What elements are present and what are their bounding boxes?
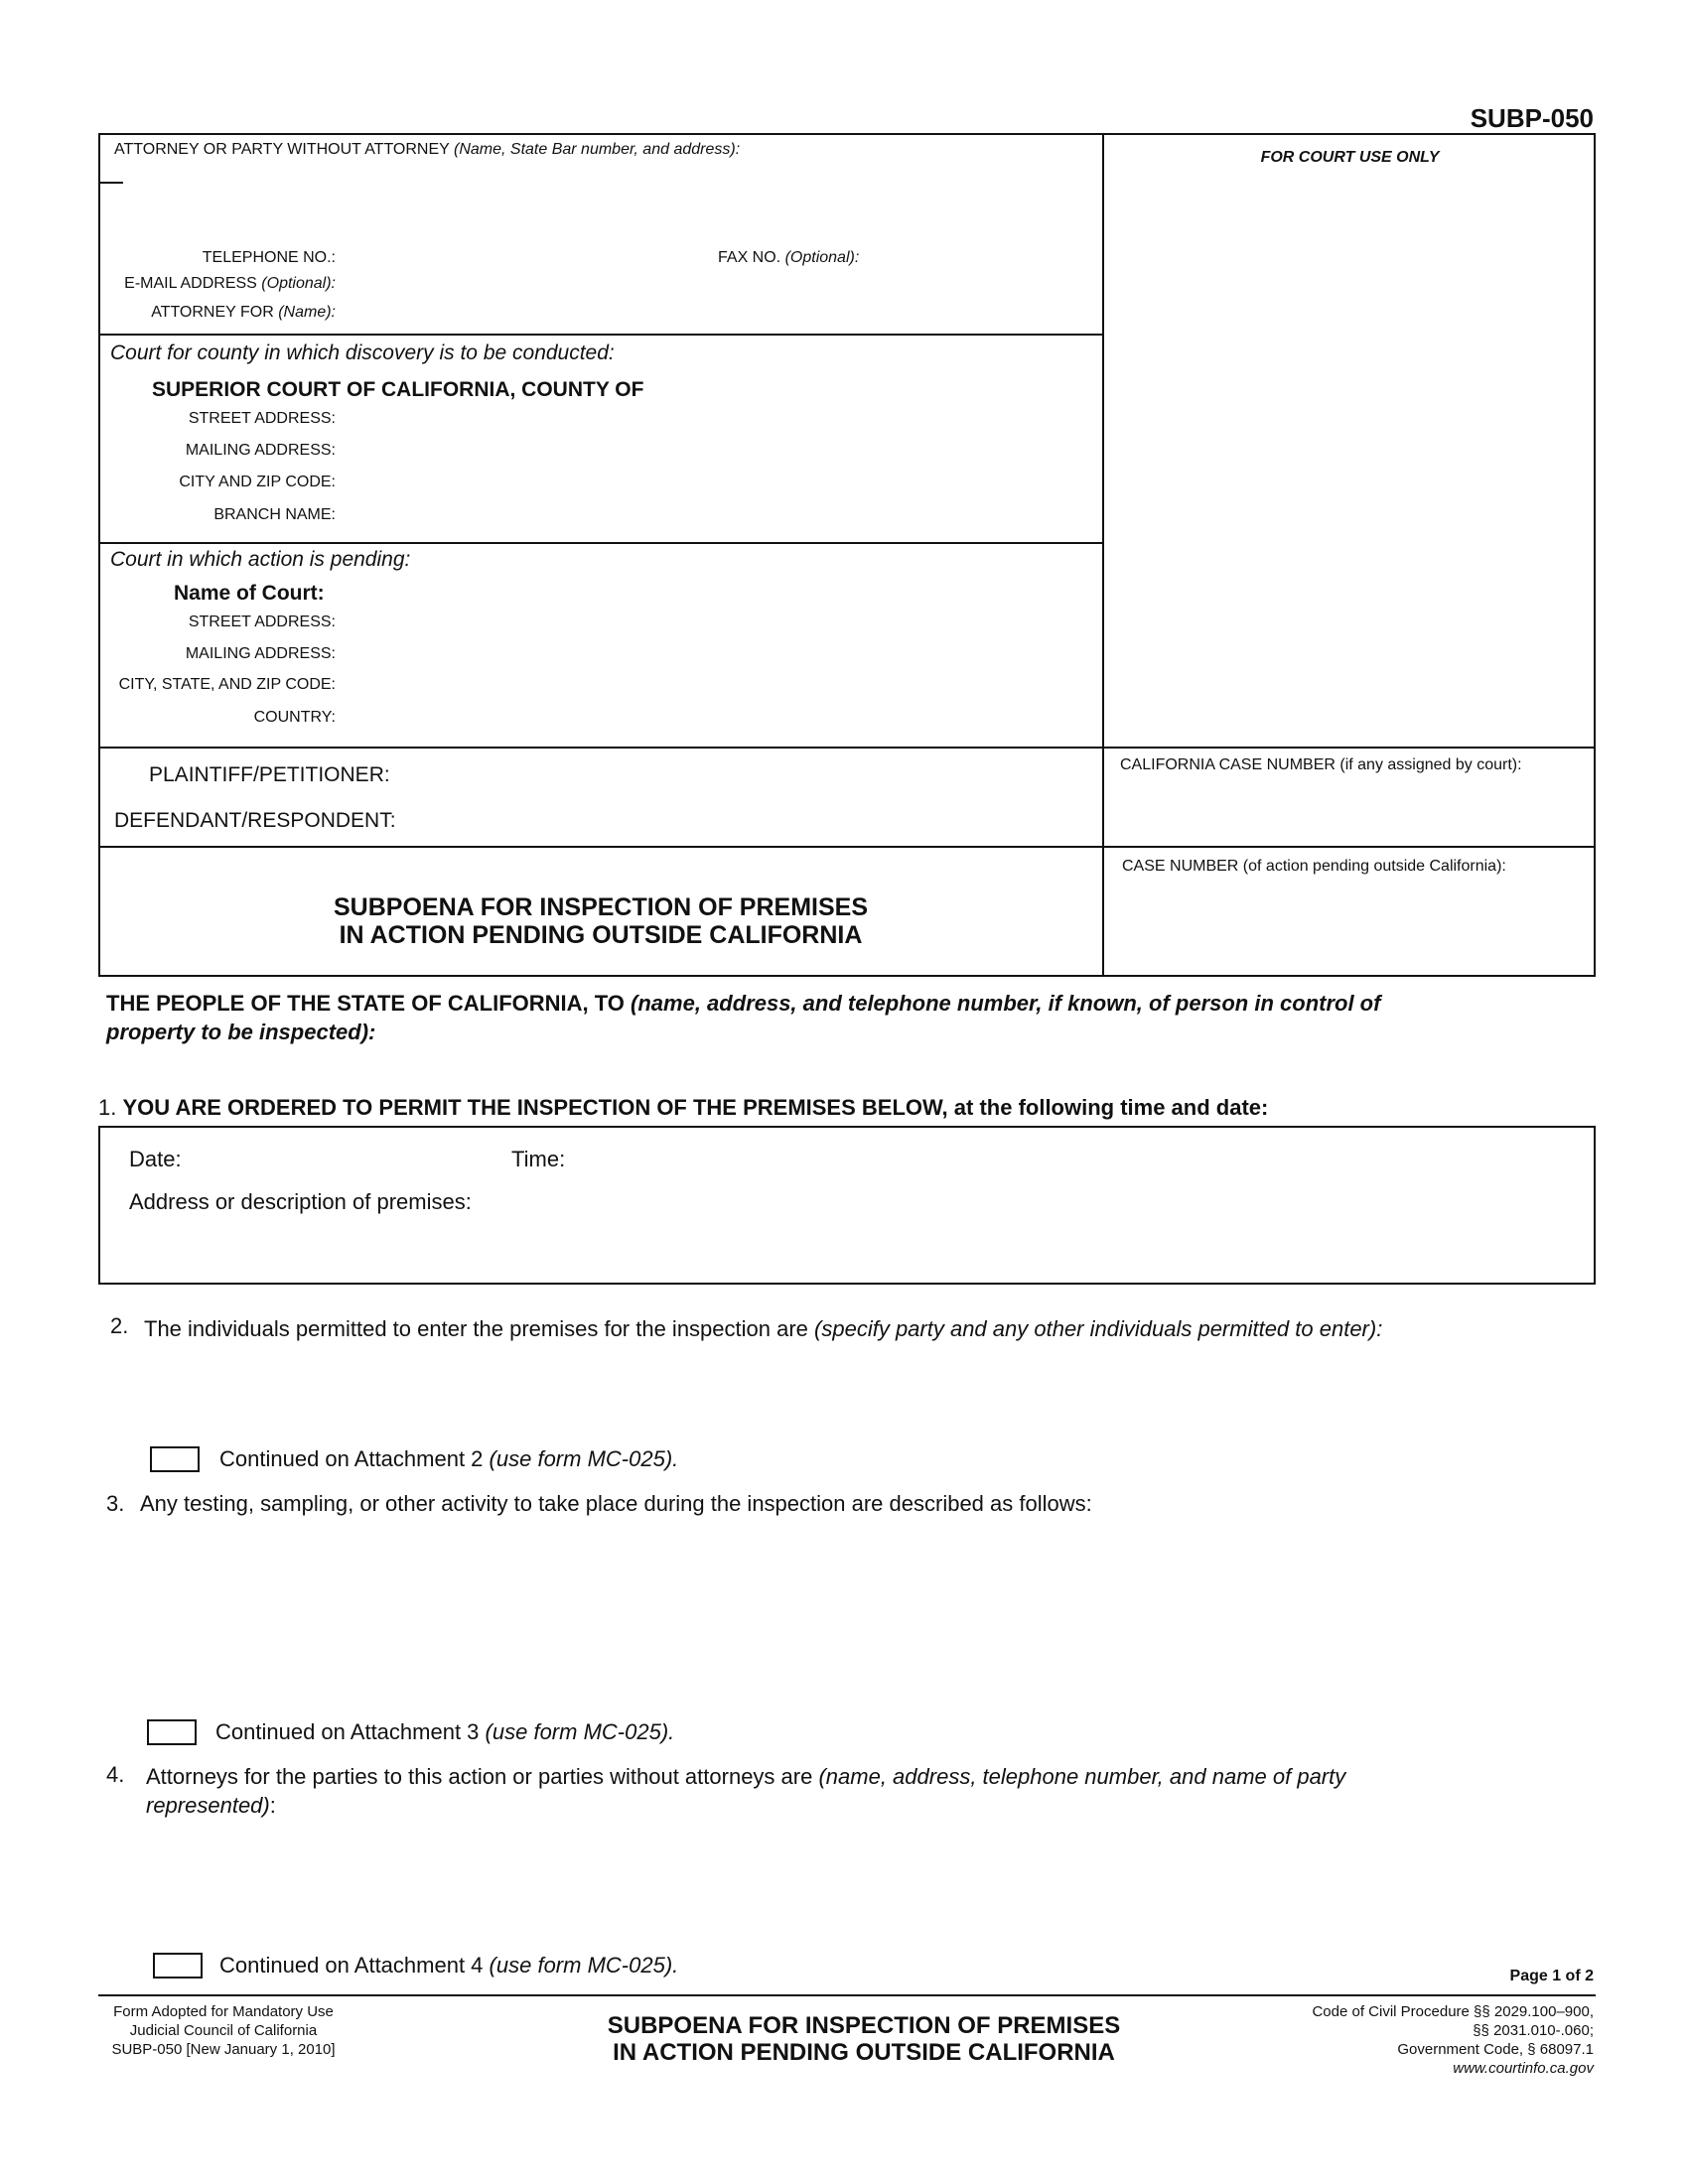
item2-continued-text: Continued on Attachment 2 bbox=[219, 1446, 484, 1471]
court-use-label: FOR COURT USE ONLY bbox=[1260, 149, 1440, 166]
attorney-name-address-input[interactable] bbox=[129, 167, 1096, 250]
caption-divider bbox=[1102, 133, 1104, 977]
footer-right-line2: §§ 2031.010-.060; bbox=[1473, 2022, 1594, 2039]
attorney-start-mark bbox=[99, 182, 123, 184]
pending-street-label: STREET ADDRESS: bbox=[188, 614, 336, 630]
email-input[interactable] bbox=[340, 272, 1088, 298]
item1-date-label: Date: bbox=[129, 1147, 182, 1171]
item1-number: 1. bbox=[98, 1095, 117, 1120]
item4-line2 bbox=[146, 1791, 1596, 1820]
footer-left-line2: Judicial Council of California bbox=[129, 2022, 318, 2039]
attorney-label-hint: (Name, State Bar number, and address): bbox=[454, 141, 741, 158]
item1-address-input[interactable] bbox=[524, 1185, 1589, 1279]
page-number: Page 1 of 2 bbox=[1509, 1968, 1594, 1984]
item4-line1 bbox=[146, 1762, 1596, 1791]
item3-continued-label bbox=[215, 1719, 674, 1745]
pending-country-label: COUNTRY: bbox=[253, 709, 336, 726]
plaintiff-label: PLAINTIFF/PETITIONER: bbox=[149, 763, 390, 786]
item4-continued-text: Continued on Attachment 4 bbox=[219, 1953, 484, 1978]
pending-court-name-label: Name of Court: bbox=[174, 582, 325, 605]
discovery-branch-label: BRANCH NAME: bbox=[213, 506, 336, 523]
attorney-for-hint: (Name): bbox=[278, 304, 336, 321]
item4-hint2-tail: : bbox=[269, 1793, 276, 1818]
form-title-line1: SUBPOENA FOR INSPECTION OF PREMISES bbox=[333, 893, 869, 921]
item4-text bbox=[146, 1762, 1596, 1820]
discovery-court-heading: Court for county in which discovery is to be conducted: bbox=[110, 341, 615, 364]
item4-hint2: represented) bbox=[146, 1793, 270, 1818]
item4-continued-label bbox=[219, 1953, 678, 1979]
plaintiff-input[interactable] bbox=[409, 760, 1098, 790]
defendant-input[interactable] bbox=[419, 806, 1098, 836]
ca-case-number-input[interactable] bbox=[1120, 790, 1589, 832]
defendant-label: DEFENDANT/RESPONDENT: bbox=[114, 809, 396, 832]
discovery-mailing-label: MAILING ADDRESS: bbox=[185, 442, 336, 459]
email-label-text: E-MAIL ADDRESS bbox=[124, 275, 257, 292]
item1-time-label: Time: bbox=[511, 1147, 566, 1171]
fax-label bbox=[718, 249, 859, 267]
discovery-street-label: STREET ADDRESS: bbox=[188, 410, 336, 427]
people-hint1: (name, address, and telephone number, if known, of person in control of bbox=[631, 991, 1381, 1016]
footer-left-line1: Form Adopted for Mandatory Use bbox=[113, 2003, 334, 2020]
discovery-branch-input[interactable] bbox=[340, 503, 1096, 529]
county-input[interactable] bbox=[677, 375, 1096, 403]
email-label bbox=[99, 275, 336, 293]
item3-continued-hint: (use form MC-025). bbox=[485, 1719, 675, 1744]
item1-time-input[interactable] bbox=[580, 1144, 1080, 1173]
item3-number: 3. bbox=[106, 1491, 125, 1516]
item4-text-main: Attorneys for the parties to this action or parties without attorneys are bbox=[146, 1764, 813, 1789]
footer-website-link[interactable]: www.courtinfo.ca.gov bbox=[1453, 2060, 1594, 2077]
people-lead: THE PEOPLE OF THE STATE OF CALIFORNIA, TO bbox=[106, 991, 625, 1016]
item2-continued-checkbox[interactable] bbox=[150, 1446, 200, 1472]
footer-title-line1: SUBPOENA FOR INSPECTION OF PREMISES bbox=[607, 2012, 1121, 2039]
form-id: SUBP-050 bbox=[1470, 103, 1594, 133]
people-line1 bbox=[106, 989, 1596, 1018]
people-recipient-input[interactable] bbox=[402, 1025, 1593, 1055]
footer-left-line3: SUBP-050 [New January 1, 2010] bbox=[111, 2041, 336, 2058]
discovery-court-name: SUPERIOR COURT OF CALIFORNIA, COUNTY OF bbox=[152, 378, 644, 401]
footer-right-line3: Government Code, § 68097.1 bbox=[1397, 2041, 1594, 2058]
pending-court-name-input[interactable] bbox=[340, 580, 1096, 608]
form-title bbox=[99, 893, 1102, 949]
pending-street-input[interactable] bbox=[340, 611, 1096, 636]
attorney-label bbox=[114, 141, 740, 159]
item3-continued-checkbox[interactable] bbox=[147, 1719, 197, 1745]
item2-input[interactable] bbox=[144, 1350, 1593, 1443]
pending-city-label: CITY, STATE, AND ZIP CODE: bbox=[118, 676, 336, 693]
attorney-for-text: ATTORNEY FOR bbox=[151, 304, 274, 321]
divider-line bbox=[98, 542, 1102, 544]
item2-continued-hint: (use form MC-025). bbox=[489, 1446, 679, 1471]
item2-text-main: The individuals permitted to enter the premises for the inspection are bbox=[144, 1316, 808, 1341]
item1-date-input[interactable] bbox=[195, 1144, 506, 1173]
discovery-street-input[interactable] bbox=[340, 407, 1096, 433]
item2-continued-label bbox=[219, 1446, 678, 1472]
discovery-city-label: CITY AND ZIP CODE: bbox=[179, 474, 336, 490]
fax-label-hint: (Optional): bbox=[784, 249, 860, 266]
fax-input[interactable] bbox=[874, 246, 1096, 272]
attorney-label-text: ATTORNEY OR PARTY WITHOUT ATTORNEY bbox=[114, 141, 450, 158]
people-hint2: property to be inspected): bbox=[106, 1020, 376, 1044]
item4-continued-hint: (use form MC-025). bbox=[489, 1953, 679, 1978]
item3-continued-text: Continued on Attachment 3 bbox=[215, 1719, 480, 1744]
item4-input[interactable] bbox=[146, 1829, 1595, 1942]
pending-court-heading: Court in which action is pending: bbox=[110, 548, 411, 571]
discovery-mailing-input[interactable] bbox=[340, 439, 1096, 465]
divider-line bbox=[98, 747, 1596, 749]
telephone-input[interactable] bbox=[340, 246, 711, 272]
footer-title-line2: IN ACTION PENDING OUTSIDE CALIFORNIA bbox=[613, 2039, 1115, 2066]
item3-input[interactable] bbox=[140, 1527, 1594, 1709]
pending-city-input[interactable] bbox=[340, 673, 1096, 699]
pending-country-input[interactable] bbox=[340, 706, 1096, 732]
form-title-line2: IN ACTION PENDING OUTSIDE CALIFORNIA bbox=[339, 921, 863, 949]
item4-continued-checkbox[interactable] bbox=[153, 1953, 203, 1979]
discovery-city-input[interactable] bbox=[340, 471, 1096, 496]
footer-rule bbox=[98, 1994, 1596, 1996]
fax-label-text: FAX NO. bbox=[718, 249, 781, 266]
case-number-label: CASE NUMBER (of action pending outside California): bbox=[1122, 858, 1506, 875]
footer-left bbox=[79, 2002, 367, 2059]
email-label-hint: (Optional): bbox=[261, 275, 336, 292]
item2-text bbox=[144, 1316, 1382, 1342]
pending-mailing-label: MAILING ADDRESS: bbox=[185, 645, 336, 662]
ca-case-number-label: CALIFORNIA CASE NUMBER (if any assigned by court): bbox=[1120, 756, 1522, 773]
divider-line bbox=[98, 846, 1596, 848]
footer-title bbox=[516, 2012, 1211, 2066]
item4-number: 4. bbox=[106, 1762, 125, 1787]
item1-text: YOU ARE ORDERED TO PERMIT THE INSPECTION OF THE PREMISES BELOW, at the following time and date: bbox=[122, 1095, 1269, 1120]
item4-hint1: (name, address, telephone number, and name of party bbox=[818, 1764, 1346, 1789]
pending-mailing-input[interactable] bbox=[340, 642, 1096, 668]
item1-address-label: Address or description of premises: bbox=[129, 1189, 472, 1214]
footer-right bbox=[1231, 2002, 1594, 2078]
attorney-for-label bbox=[99, 304, 336, 322]
item2-hint: (specify party and any other individuals permitted to enter): bbox=[814, 1316, 1383, 1341]
telephone-label: TELEPHONE NO.: bbox=[202, 249, 336, 266]
attorney-for-input[interactable] bbox=[340, 301, 1088, 327]
item3-text: Any testing, sampling, or other activity to take place during the inspection are described as follows: bbox=[140, 1491, 1092, 1516]
divider-line bbox=[98, 334, 1102, 336]
item2-number: 2. bbox=[110, 1313, 129, 1338]
case-number-input[interactable] bbox=[1120, 893, 1589, 955]
item1-heading bbox=[98, 1095, 1268, 1121]
footer-right-line1: Code of Civil Procedure §§ 2029.100–900, bbox=[1312, 2003, 1594, 2020]
